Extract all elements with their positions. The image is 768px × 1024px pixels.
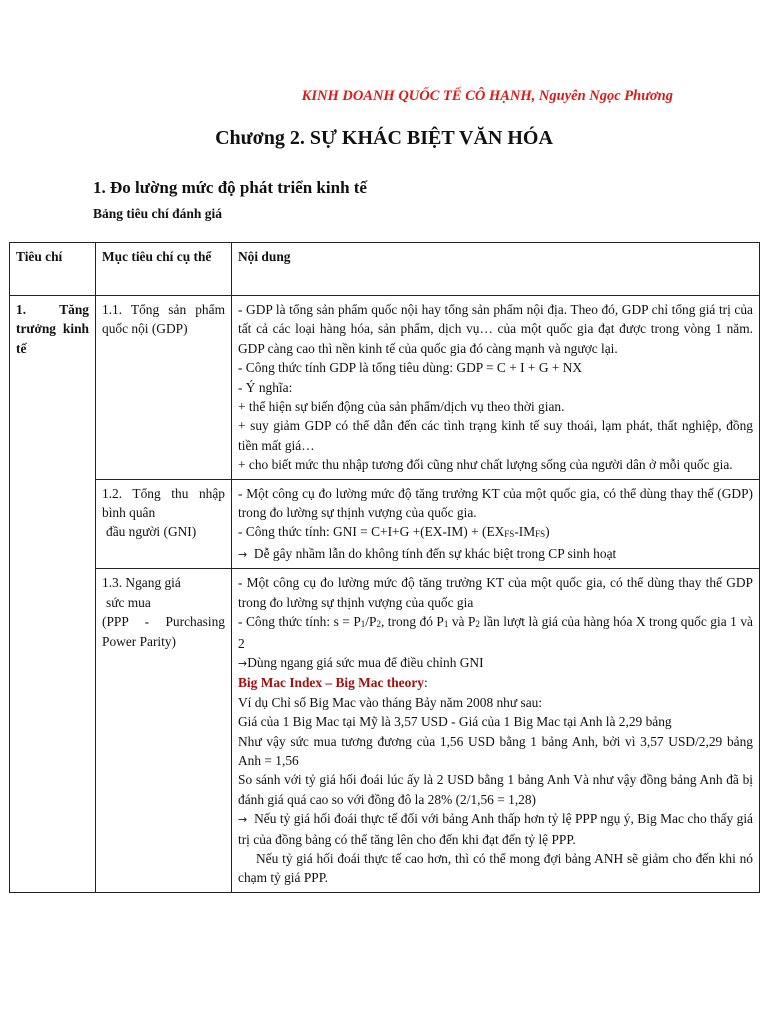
formula-text: , trong đó P xyxy=(380,614,444,630)
header-content: Nội dung xyxy=(232,243,760,296)
content-paragraph: - GDP là tổng sản phẩm quốc nội hay tổng sản phẩm nội địa. Theo đó, GDP chỉ tổng giá trị của tất cả các loại hàng hóa, sản phẩm, dịch vụ… của một quốc gia đạt được trong vòng 1 năm. GDP càng cao thì nền kinh tế của quốc gia đó càng mạnh và ngược lại. xyxy=(238,302,753,356)
sub-criterion-cell xyxy=(96,569,232,893)
sub-criterion-line: sức mua xyxy=(106,594,151,610)
content-paragraph: - Một công cụ đo lường mức độ tăng trưởng KT của một quốc gia, có thể dùng thay thế GDP trong đo lường sự thịnh vượng của quốc gia xyxy=(238,575,753,610)
conclusion-text: Dễ gây nhầm lẫn do không tính đến sự khác biệt trong CP sinh hoạt xyxy=(253,545,617,561)
table-row xyxy=(10,479,760,569)
content-paragraph: Như vậy sức mua tương đương của 1,56 USD bằng 1 bảng Anh, bởi vì 3,57 USD/2,29 bảng Anh = 1,56 xyxy=(238,733,753,768)
bigmac-colon: : xyxy=(423,675,428,691)
section-heading: 1. Đo lường mức độ phát triển kinh tế xyxy=(93,178,367,197)
formula-subscript: 1 xyxy=(360,619,366,630)
arrow-icon: → xyxy=(238,656,248,670)
header-sub-criterion: Mục tiêu chí cụ thể xyxy=(96,243,232,296)
criteria-table xyxy=(9,242,760,893)
formula-line xyxy=(238,522,753,543)
content-paragraph xyxy=(238,809,753,849)
content-paragraph: + cho biết mức thu nhập tương đối cũng như chất lượng sống của người dân ở mỗi quốc gia. xyxy=(238,457,733,473)
sub-criterion-line: đầu người (GNI) xyxy=(106,524,197,540)
content-cell xyxy=(232,569,760,893)
formula-subscript: FS xyxy=(504,529,515,540)
content-paragraph: - Công thức tính GDP là tổng tiêu dùng: GDP = C + I + G + NX xyxy=(238,360,583,376)
course-author-header: KINH DOANH QUỐC TẾ CÔ HẠNH, Nguyên Ngọc Phương xyxy=(301,88,673,104)
conclusion-text: Dùng ngang giá sức mua để điều chỉnh GNI xyxy=(247,654,484,670)
bigmac-title: Big Mac Index – Big Mac theory xyxy=(238,675,424,691)
content-paragraph: Giá của 1 Big Mac tại Mỹ là 3,57 USD - Giá của 1 Big Mac tại Anh là 2,29 bảng xyxy=(238,714,672,730)
content-cell xyxy=(232,479,760,569)
formula-subscript: 2 xyxy=(475,619,480,630)
content-paragraph xyxy=(238,653,753,673)
table-header-row xyxy=(10,243,760,296)
content-paragraph: Ví dụ Chỉ số Big Mac vào tháng Bảy năm 2008 như sau: xyxy=(238,694,543,710)
bigmac-heading xyxy=(238,673,753,692)
formula-text: lần lượt là giá của hàng hóa X trong quốc gia 1 và 2 xyxy=(238,614,753,651)
content-paragraph: + thể hiện sự biến động của sản phẩm/dịch vụ theo thời gian. xyxy=(238,399,565,415)
chapter-title: Chương 2. SỰ KHÁC BIỆT VĂN HÓA xyxy=(215,127,553,149)
arrow-icon: → xyxy=(238,813,248,827)
formula-subscript: 1 xyxy=(443,619,449,630)
formula-subscript: 2 xyxy=(376,619,381,630)
sub-criterion-cell: 1.1. Tổng sản phẩm quốc nội (GDP) xyxy=(96,296,232,480)
table-caption: Bảng tiêu chí đánh giá xyxy=(93,206,223,221)
table-row xyxy=(10,296,760,480)
table-row xyxy=(10,569,760,893)
formula-text: và P xyxy=(448,614,476,630)
content-paragraph: Nếu tỷ giá hối đoái thực tế cao hơn, thì có thể mong đợi bảng ANH sẽ giảm cho đến khi nó chạm tỷ giá PPP. xyxy=(238,850,753,886)
content-paragraph: - Ý nghĩa: xyxy=(238,379,293,395)
content-cell xyxy=(232,296,760,480)
header-criterion: Tiêu chí xyxy=(10,243,96,296)
formula-text: /P xyxy=(365,614,377,630)
sub-criterion-line: (PPP - Purchasing Power Parity) xyxy=(102,614,225,649)
sub-criterion-cell xyxy=(96,479,232,569)
sub-criterion-line: 1.2. Tổng thu nhập bình quân xyxy=(102,485,225,521)
sub-criterion-line: 1.3. Ngang giá xyxy=(102,575,181,591)
content-text: Nếu tỷ giá hối đoái thực tế đối với bảng Anh thấp hơn tỷ lệ PPP ngụ ý, Big Mac cho thấy giá trị của đồng bảng có thể tăng lên cho đến khi đạt đến tỷ lệ PPP. xyxy=(238,811,753,847)
group-label-cell: 1. Tăng trưởng kinh tế xyxy=(10,296,96,893)
content-paragraph: + suy giảm GDP có thể dẫn đến các tình trạng kinh tế suy thoái, lạm phát, thất nghiệp, đồng tiền mất giá… xyxy=(238,418,753,453)
content-paragraph: - Một công cụ đo lường mức độ tăng trưởng KT của một quốc gia, có thể dùng thay thế (GDP) trong đo lường sự thịnh vượng của quốc gia. xyxy=(238,485,753,521)
formula-text: ) xyxy=(545,524,550,540)
content-paragraph xyxy=(238,544,753,564)
arrow-icon: → xyxy=(238,547,248,561)
formula-text: - Công thức tính: s = P xyxy=(238,614,361,630)
formula-text: - Công thức tính: GNI = C+I+G +(EX-IM) + (EX xyxy=(238,524,505,540)
formula-text: -IM xyxy=(514,524,536,540)
formula-line xyxy=(238,612,753,653)
formula-subscript: FS xyxy=(535,529,546,540)
content-paragraph: So sánh với tỷ giá hối đoái lúc ấy là 2 USD bằng 1 bảng Anh Và như vậy đồng bảng Anh đã bị đánh giá quá cao so với đồng đô la 28% (2/1,56 = 1,28) xyxy=(238,772,753,807)
